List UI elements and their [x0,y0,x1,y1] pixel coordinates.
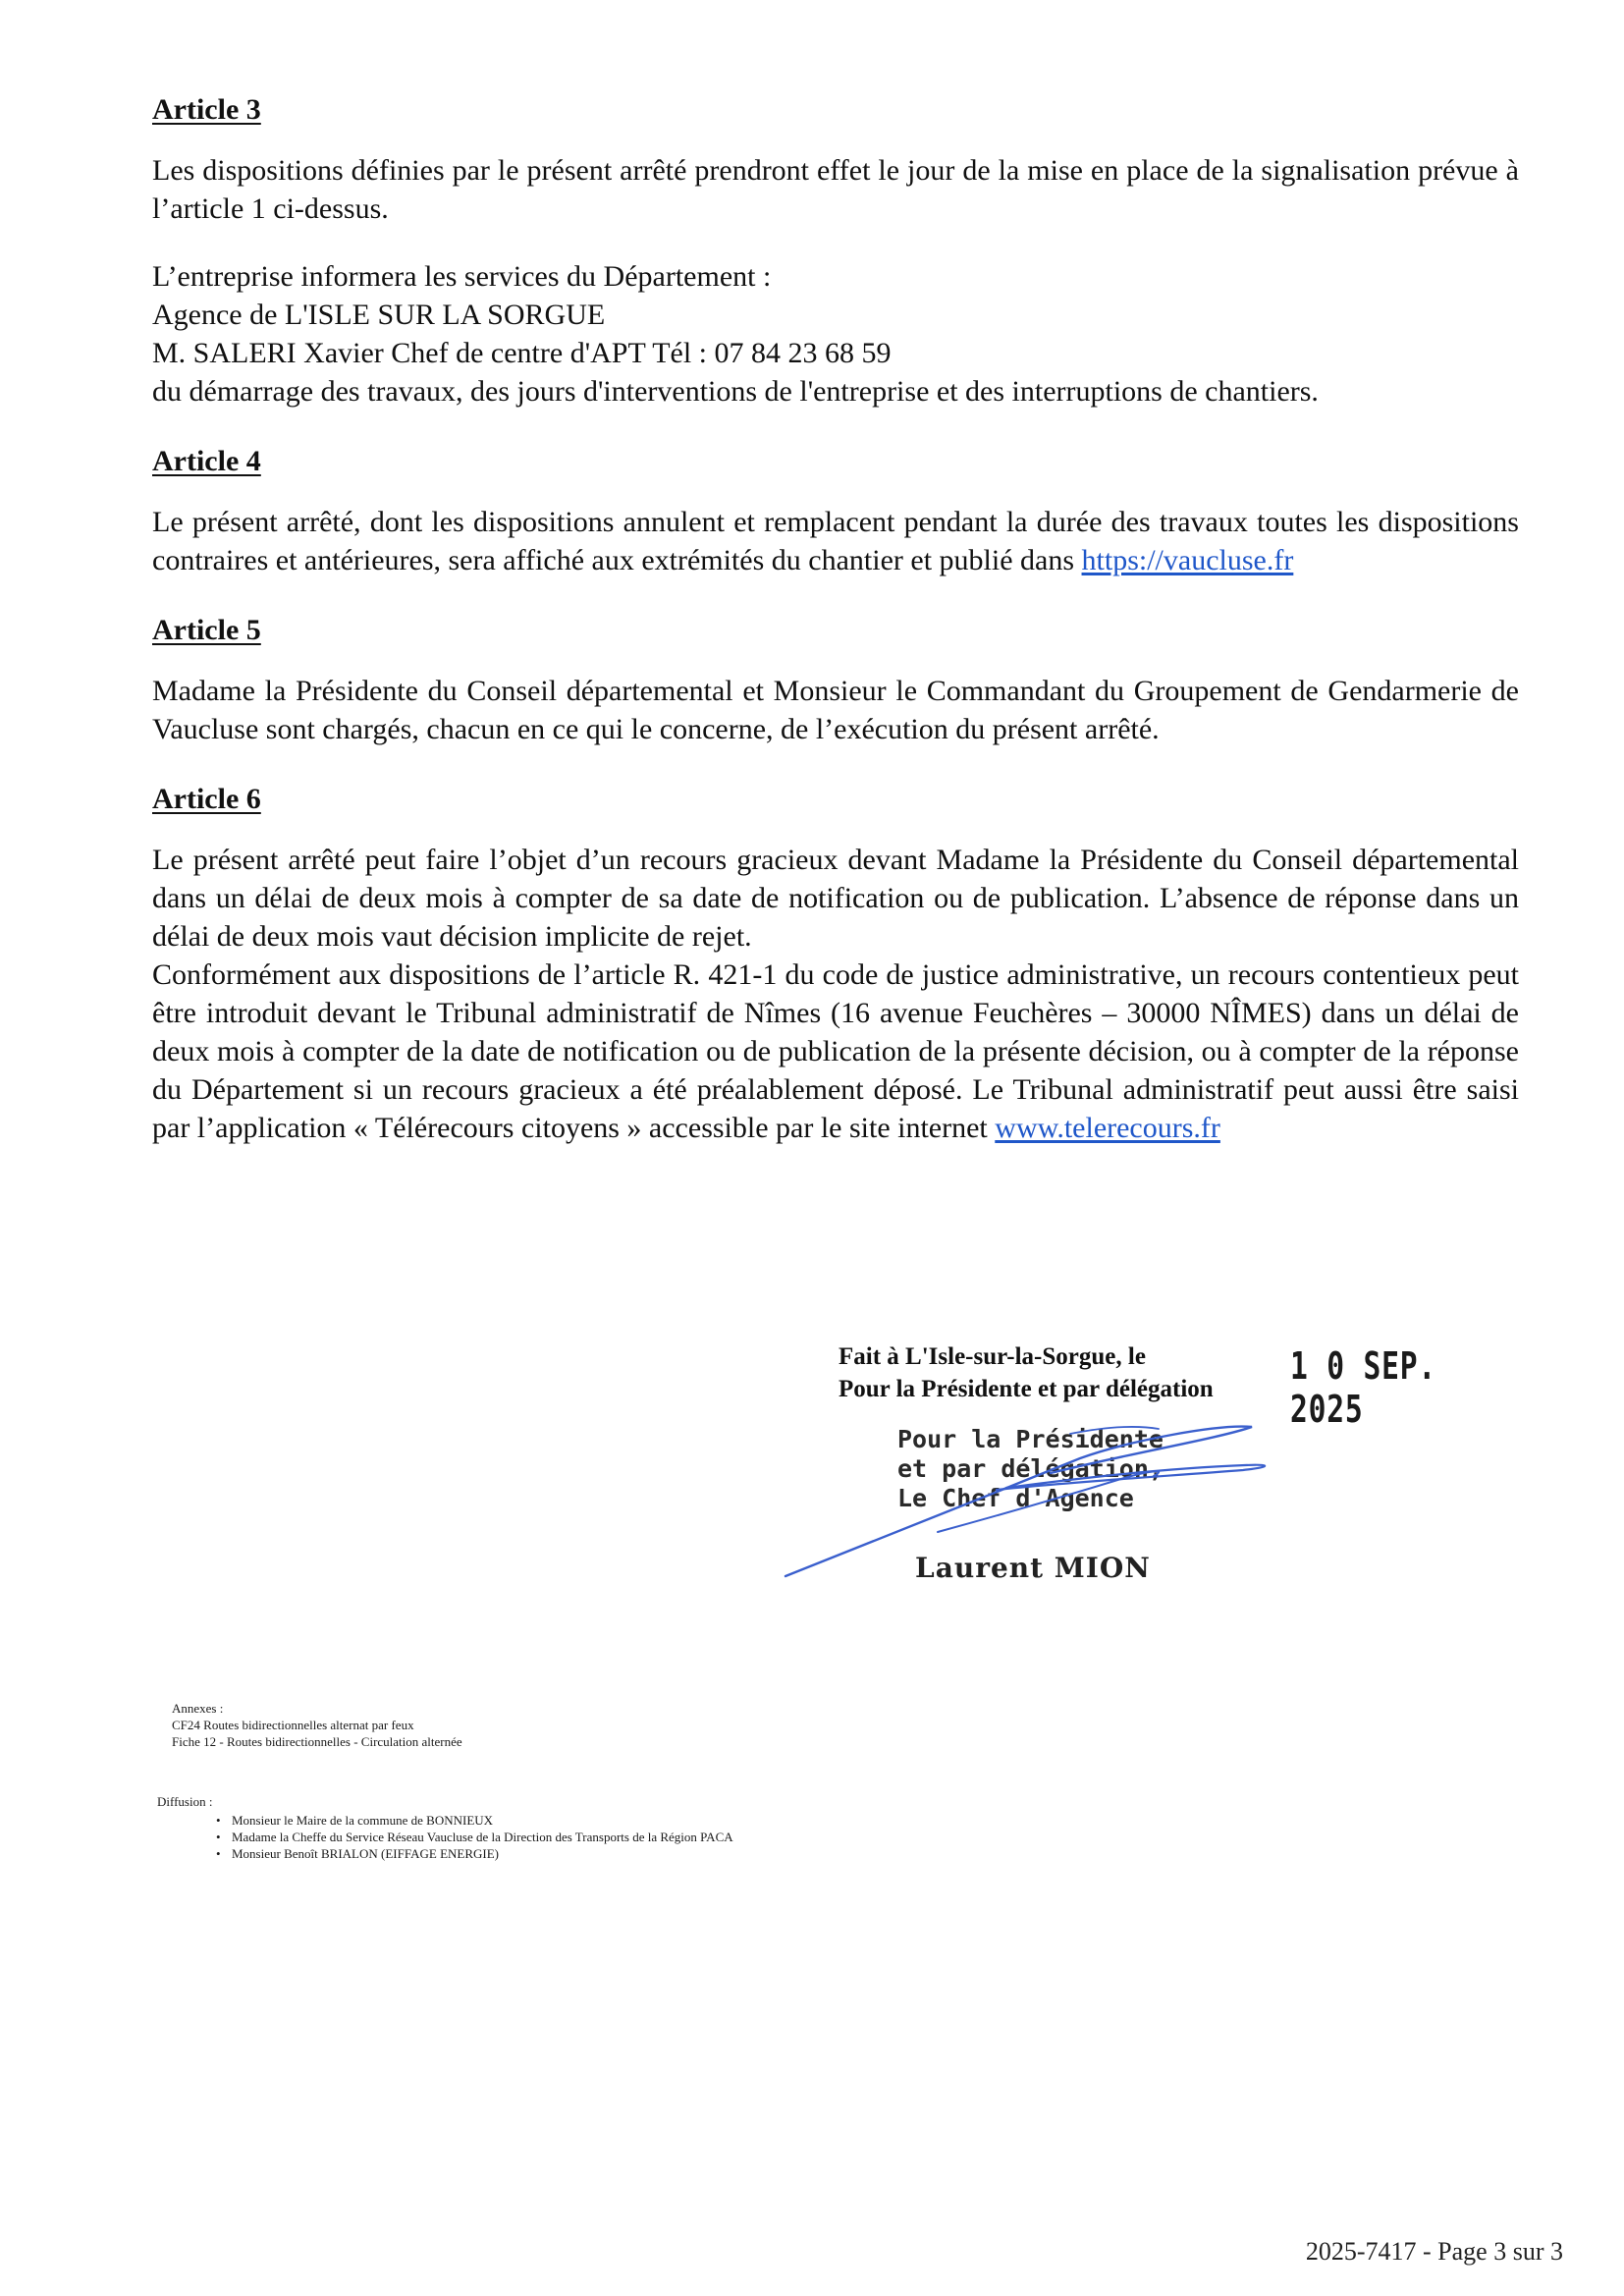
diffusion-item: • Madame la Cheffe du Service Réseau Vaucluse de la Direction des Transports de la Région PACA [216,1830,733,1844]
agency-stamp [897,1425,1164,1513]
page-footer: 2025-7417 - Page 3 sur 3 [1305,2237,1563,2266]
diffusion-list [157,1812,733,1862]
article-4-title: Article 4 [152,445,261,477]
article-3-title: Article 3 [152,93,261,126]
article-3-contact-line: L’entreprise informera les services du Département : [152,260,772,293]
article-6-paragraph-2 [152,956,1519,1147]
article-3-paragraph: Les dispositions définies par le présent arrêté prendront effet le jour de la mise en place de la signalisation prévue à l’article 1 ci-dessus. [152,154,1519,225]
diffusion-label: Diffusion : [157,1794,213,1809]
vaucluse-link[interactable]: https://vaucluse.fr [1081,544,1294,576]
article-6-text: Conformément aux dispositions de l’article R. 421-1 du code de justice administrative, un recours contentieux peut être introduit devant le Tribunal administratif de Nîmes (16 avenue Feuchères – 30000 NÎMES) dans un délai de deux mois à compter de la date de notification ou de publication de la présente décision, ou à compter de la réponse du Département si un recours gracieux a été préalablement déposé. Le Tribunal administratif peut aussi être saisi par l’application « Télérecours citoyens » accessible par le site internet [152,958,1519,1144]
article-5-paragraph: Madame la Présidente du Conseil départemental et Monsieur le Commandant du Groupement de Gendarmerie de Vaucluse sont chargés, chacun en ce qui le concerne, de l’exécution du présent arrêté. [152,675,1519,745]
annex-item: CF24 Routes bidirectionnelles alternat par feux [172,1718,414,1732]
bullet-icon: • [216,1813,221,1828]
bullet-icon: • [216,1846,221,1861]
signature-block [766,1340,1551,1596]
bullet-icon: • [216,1830,221,1844]
article-4-text: Le présent arrêté, dont les dispositions annulent et remplacent pendant la durée des travaux toutes les dispositions contraires et antérieures, sera affiché aux extrémités du chantier et publié dans [152,506,1519,576]
diffusion-item: • Monsieur le Maire de la commune de BONNIEUX [216,1813,494,1828]
stamp-line-3: Le Chef d'Agence [897,1484,1134,1512]
fait-line-1: Fait à L'Isle-sur-la-Sorgue, le [839,1343,1146,1370]
diffusion-section [157,1793,733,1862]
diffusion-item: • Monsieur Benoît BRIALON (EIFFAGE ENERGIE) [216,1846,500,1861]
article-3-contact-line: du démarrage des travaux, des jours d'interventions de l'entreprise et des interruptions de chantiers. [152,375,1319,408]
article-5-title: Article 5 [152,614,261,646]
stamp-line-1: Pour la Présidente [897,1425,1164,1453]
fait-line-2: Pour la Présidente et par délégation [839,1376,1214,1402]
signatory-name: Laurent MION [915,1552,1151,1584]
article-6-title: Article 6 [152,783,261,815]
article-6-paragraph-1: Le présent arrêté peut faire l’objet d’un recours gracieux devant Madame la Présidente du Conseil départemental dans un délai de deux mois à compter de sa date de notification ou de publication. L’absence de réponse dans un délai de deux mois vaut décision implicite de rejet. [152,844,1519,953]
annex-item: Fiche 12 - Routes bidirectionnelles - Circulation alternée [172,1734,462,1749]
stamp-line-2: et par délégation, [897,1454,1164,1483]
article-3-contact-line: Agence de L'ISLE SUR LA SORGUE [152,299,606,331]
telerecours-link[interactable]: www.telerecours.fr [995,1112,1220,1144]
article-3-contact-line: M. SALERI Xavier Chef de centre d'APT Tél : 07 84 23 68 59 [152,337,892,369]
annexes-section [172,1700,462,1750]
annexes-label: Annexes : [172,1701,224,1716]
main-content [152,88,1519,1147]
fait-a-text [839,1340,1214,1405]
date-stamp: 1 0 SEP. 2025 [1290,1344,1437,1431]
article-4-paragraph [152,503,1519,579]
